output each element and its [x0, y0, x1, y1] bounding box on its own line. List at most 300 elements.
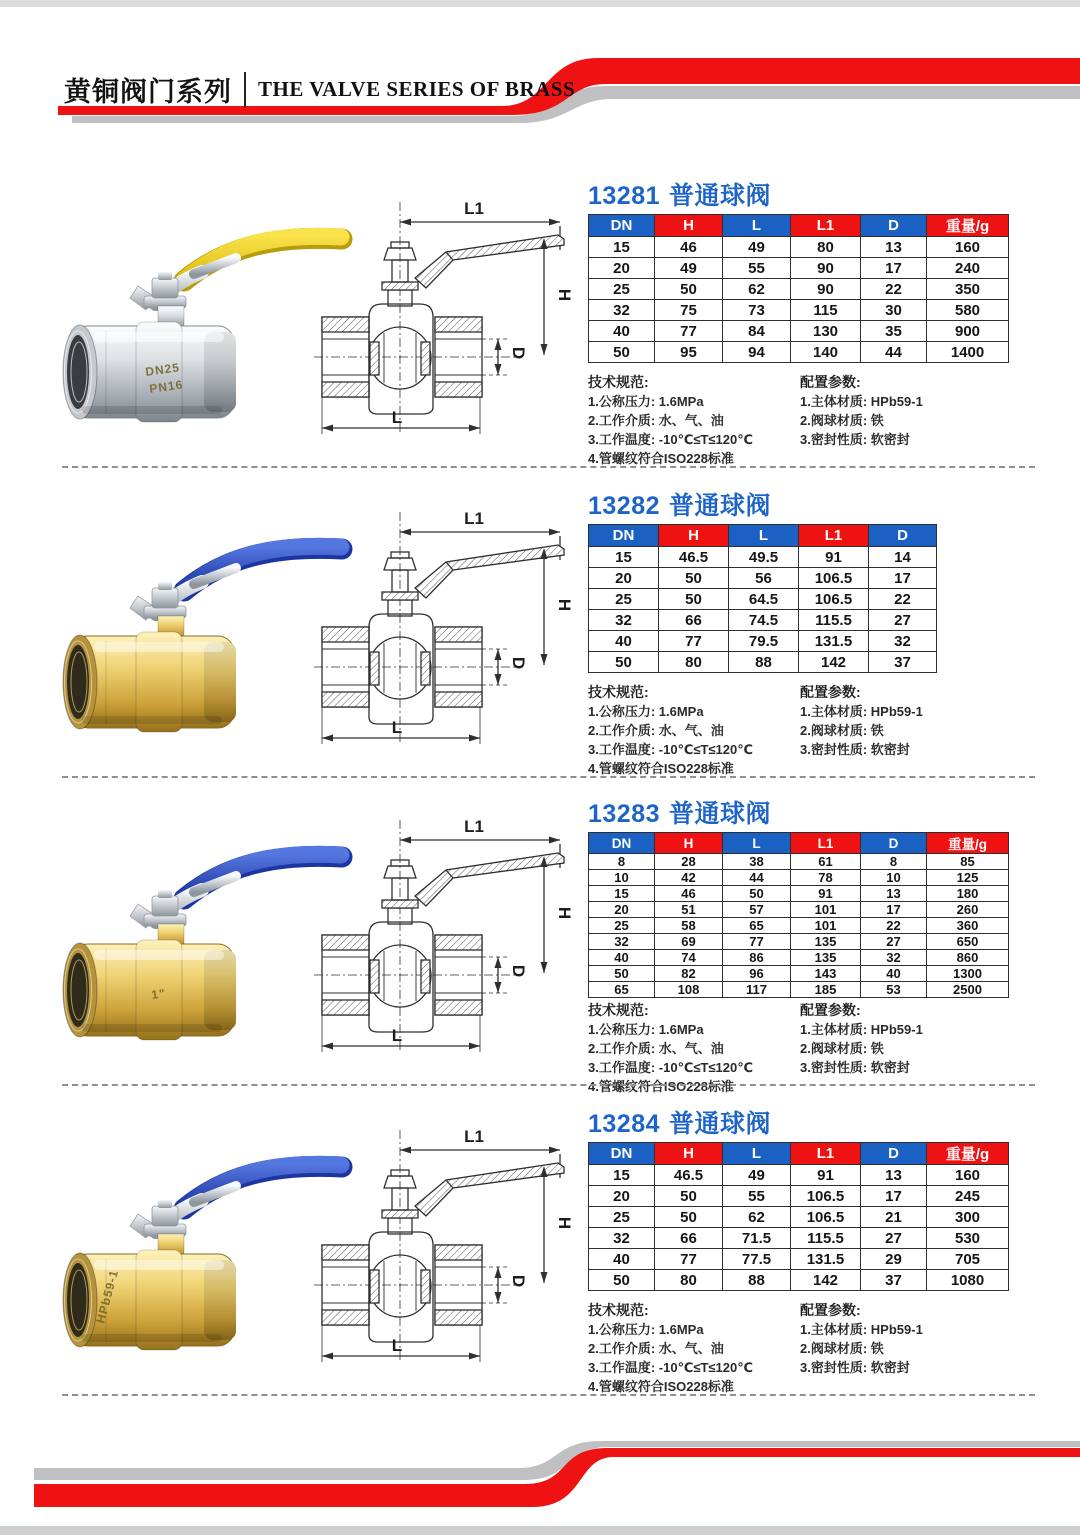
table-row: [589, 631, 937, 652]
dimension-drawing: [312, 502, 580, 747]
table-cell: 61: [791, 854, 861, 870]
table-cell: 580: [927, 300, 1009, 321]
column-header: 重量/g: [927, 1143, 1009, 1165]
spec-block: [588, 372, 1040, 468]
table-cell: 42: [655, 870, 723, 886]
dimension-drawing: [312, 1120, 580, 1365]
table-cell: 900: [927, 321, 1009, 342]
table-cell: 20: [589, 258, 655, 279]
table-cell: 77: [655, 1249, 723, 1270]
table-cell: 77: [655, 321, 723, 342]
dimension-drawing: [312, 810, 580, 1055]
table-row: [589, 1186, 1009, 1207]
table-row: [589, 934, 1009, 950]
table-cell: 13: [861, 1165, 927, 1186]
table-cell: 40: [589, 1249, 655, 1270]
table-cell: 66: [659, 610, 729, 631]
product-code: 13284: [588, 1110, 661, 1138]
table-cell: 15: [589, 237, 655, 258]
column-header: H: [655, 1143, 723, 1165]
table-cell: 32: [589, 934, 655, 950]
config-params: [800, 1300, 1012, 1396]
table-cell: 25: [589, 279, 655, 300]
table-cell: 240: [927, 258, 1009, 279]
table-cell: 32: [869, 631, 937, 652]
table-cell: 530: [927, 1228, 1009, 1249]
table-cell: 180: [927, 886, 1009, 902]
column-header: L1: [799, 525, 869, 547]
table-row: [589, 1249, 1009, 1270]
table-cell: 38: [723, 854, 791, 870]
table-cell: 106.5: [799, 568, 869, 589]
table-cell: 46.5: [659, 547, 729, 568]
table-cell: 17: [861, 902, 927, 918]
spec-item: 3.密封性质: 软密封: [800, 1360, 910, 1375]
tech-specs: [588, 682, 800, 778]
table-cell: 135: [791, 934, 861, 950]
table-cell: 75: [655, 300, 723, 321]
spec-item: 1.主体材质: HPb59-1: [800, 1022, 923, 1037]
table-header-row: [589, 1143, 1009, 1165]
column-header: DN: [589, 1143, 655, 1165]
table-cell: 90: [791, 279, 861, 300]
dimension-table-wrap: [588, 214, 1009, 363]
table-row: [589, 279, 1009, 300]
table-cell: 55: [723, 258, 791, 279]
table-cell: 46: [655, 237, 723, 258]
table-cell: 80: [655, 1270, 723, 1291]
table-row: [589, 1270, 1009, 1291]
product-name: 普通球阀: [669, 492, 772, 520]
table-cell: 65: [589, 982, 655, 998]
dashed-separator: [62, 1084, 1035, 1086]
spec-item: 3.密封性质: 软密封: [800, 432, 910, 447]
table-cell: 32: [589, 1228, 655, 1249]
table-cell: 84: [723, 321, 791, 342]
column-header: H: [659, 525, 729, 547]
table-cell: 91: [791, 886, 861, 902]
table-cell: 91: [791, 1165, 861, 1186]
table-cell: 20: [589, 568, 659, 589]
spec-block: [588, 682, 1040, 778]
table-cell: 57: [723, 902, 791, 918]
table-cell: 51: [655, 902, 723, 918]
tech-specs: [588, 372, 800, 468]
table-row: [589, 547, 937, 568]
product-name: 普通球阀: [669, 1110, 772, 1138]
table-row: [589, 886, 1009, 902]
table-cell: 88: [729, 652, 799, 673]
table-cell: 32: [861, 950, 927, 966]
table-cell: 15: [589, 886, 655, 902]
column-header: H: [655, 833, 723, 854]
table-cell: 17: [869, 568, 937, 589]
table-row: [589, 1165, 1009, 1186]
table-cell: 50: [655, 1186, 723, 1207]
table-row: [589, 589, 937, 610]
body-marking: HPb59-1: [93, 1267, 122, 1325]
page-bottom-edge: [0, 1526, 1080, 1535]
spec-item: 1.公称压力: 1.6MPa: [588, 1322, 704, 1337]
table-row: [589, 966, 1009, 982]
column-header: D: [861, 833, 927, 854]
column-header: L1: [791, 833, 861, 854]
table-cell: 115.5: [799, 610, 869, 631]
body-marking: PN16: [148, 377, 185, 396]
table-cell: 160: [927, 237, 1009, 258]
table-cell: 95: [655, 342, 723, 363]
spec-item: 2.阀球材质: 铁: [800, 1041, 884, 1056]
table-cell: 79.5: [729, 631, 799, 652]
table-cell: 49: [723, 1165, 791, 1186]
product-title: [588, 176, 771, 212]
table-cell: 35: [861, 321, 927, 342]
column-header: D: [861, 215, 927, 237]
table-cell: 66: [655, 1228, 723, 1249]
table-cell: 22: [861, 918, 927, 934]
table-cell: 1080: [927, 1270, 1009, 1291]
column-header: H: [655, 215, 723, 237]
spec-item: 1.公称压力: 1.6MPa: [588, 1022, 704, 1037]
table-cell: 88: [723, 1270, 791, 1291]
table-cell: 27: [861, 934, 927, 950]
table-cell: 50: [659, 589, 729, 610]
table-cell: 80: [659, 652, 729, 673]
table-cell: 50: [723, 886, 791, 902]
config-params-title: 配置参数:: [800, 1002, 861, 1018]
table-cell: 37: [861, 1270, 927, 1291]
table-cell: 28: [655, 854, 723, 870]
product-code: 13281: [588, 182, 661, 210]
table-cell: 73: [723, 300, 791, 321]
table-cell: 131.5: [791, 1249, 861, 1270]
table-cell: 135: [791, 950, 861, 966]
table-cell: 27: [869, 610, 937, 631]
spec-item: 2.阀球材质: 铁: [800, 723, 884, 738]
spec-item: 4.管螺纹符合ISO228标准: [588, 451, 734, 466]
table-cell: 86: [723, 950, 791, 966]
table-cell: 10: [861, 870, 927, 886]
table-cell: 50: [655, 1207, 723, 1228]
config-params: [800, 372, 1012, 468]
table-cell: 40: [589, 631, 659, 652]
body-marking: DN25: [144, 360, 181, 379]
table-header-row: [589, 525, 937, 547]
product-title: [588, 1104, 771, 1140]
spec-block: [588, 1000, 1040, 1096]
table-cell: 50: [655, 279, 723, 300]
dimension-table: [588, 832, 1009, 998]
dashed-separator: [62, 1394, 1035, 1396]
table-cell: 49: [655, 258, 723, 279]
table-cell: 55: [723, 1186, 791, 1207]
config-params: [800, 1000, 1012, 1096]
table-cell: 40: [589, 950, 655, 966]
table-cell: 106.5: [791, 1207, 861, 1228]
table-cell: 44: [861, 342, 927, 363]
table-cell: 71.5: [723, 1228, 791, 1249]
table-cell: 14: [869, 547, 937, 568]
table-cell: 125: [927, 870, 1009, 886]
table-cell: 142: [791, 1270, 861, 1291]
table-cell: 15: [589, 1165, 655, 1186]
table-cell: 650: [927, 934, 1009, 950]
config-params-title: 配置参数:: [800, 684, 861, 700]
spec-item: 1.主体材质: HPb59-1: [800, 704, 923, 719]
spec-item: 2.阀球材质: 铁: [800, 1341, 884, 1356]
spec-item: 3.工作温度: -10℃≤T≤120℃: [588, 1360, 753, 1375]
table-cell: 10: [589, 870, 655, 886]
table-cell: 32: [589, 610, 659, 631]
table-cell: 140: [791, 342, 861, 363]
table-cell: 50: [589, 1270, 655, 1291]
dashed-separator: [62, 466, 1035, 468]
table-cell: 13: [861, 886, 927, 902]
table-cell: 260: [927, 902, 1009, 918]
column-header: D: [869, 525, 937, 547]
table-cell: 62: [723, 279, 791, 300]
tech-specs-title: 技术规范:: [588, 374, 649, 390]
dimension-table-wrap: [588, 524, 937, 673]
table-cell: 117: [723, 982, 791, 998]
table-cell: 50: [659, 568, 729, 589]
product-name: 普通球阀: [669, 800, 772, 828]
table-cell: 20: [589, 902, 655, 918]
table-row: [589, 610, 937, 631]
table-cell: 101: [791, 902, 861, 918]
tech-specs-title: 技术规范:: [588, 1002, 649, 1018]
table-cell: 64.5: [729, 589, 799, 610]
table-cell: 78: [791, 870, 861, 886]
table-cell: 705: [927, 1249, 1009, 1270]
dimension-table: [588, 1142, 1009, 1291]
table-cell: 32: [589, 300, 655, 321]
table-cell: 46: [655, 886, 723, 902]
dimension-table-wrap: [588, 832, 1009, 998]
table-cell: 160: [927, 1165, 1009, 1186]
spec-item: 3.密封性质: 软密封: [800, 1060, 910, 1075]
table-cell: 50: [589, 652, 659, 673]
spec-item: 1.公称压力: 1.6MPa: [588, 394, 704, 409]
tech-specs-title: 技术规范:: [588, 1302, 649, 1318]
table-cell: 20: [589, 1186, 655, 1207]
table-cell: 130: [791, 321, 861, 342]
page-top-edge: [0, 0, 1080, 7]
table-cell: 15: [589, 547, 659, 568]
column-header: L: [723, 215, 791, 237]
table-row: [589, 258, 1009, 279]
spec-item: 3.密封性质: 软密封: [800, 742, 910, 757]
table-cell: 91: [799, 547, 869, 568]
column-header: DN: [589, 525, 659, 547]
table-row: [589, 237, 1009, 258]
spec-item: 4.管螺纹符合ISO228标准: [588, 1079, 734, 1094]
table-cell: 25: [589, 918, 655, 934]
table-cell: 94: [723, 342, 791, 363]
table-cell: 46.5: [655, 1165, 723, 1186]
table-cell: 115.5: [791, 1228, 861, 1249]
dimension-table: [588, 524, 937, 673]
product-title: [588, 794, 771, 830]
table-row: [589, 342, 1009, 363]
spec-item: 4.管螺纹符合ISO228标准: [588, 761, 734, 776]
table-row: [589, 854, 1009, 870]
spec-item: 2.阀球材质: 铁: [800, 413, 884, 428]
table-cell: 106.5: [799, 589, 869, 610]
page-header: [64, 70, 575, 109]
table-cell: 50: [589, 966, 655, 982]
config-params: [800, 682, 1012, 778]
table-cell: 108: [655, 982, 723, 998]
table-header-row: [589, 833, 1009, 854]
table-cell: 106.5: [791, 1186, 861, 1207]
table-cell: 69: [655, 934, 723, 950]
spec-item: 2.工作介质: 水、气、油: [588, 723, 724, 738]
table-row: [589, 652, 937, 673]
table-cell: 101: [791, 918, 861, 934]
series-title-english: THE VALVE SERIES OF BRASS: [258, 77, 576, 101]
spec-item: 2.工作介质: 水、气、油: [588, 413, 724, 428]
table-cell: 74.5: [729, 610, 799, 631]
product-section-13282: [0, 480, 1080, 790]
table-cell: 17: [861, 258, 927, 279]
product-section-13281: [0, 170, 1080, 480]
column-header: 重量/g: [927, 833, 1009, 854]
table-row: [589, 568, 937, 589]
table-cell: 131.5: [799, 631, 869, 652]
tech-specs: [588, 1300, 800, 1396]
table-cell: 1400: [927, 342, 1009, 363]
table-row: [589, 870, 1009, 886]
table-cell: 300: [927, 1207, 1009, 1228]
table-cell: 40: [589, 321, 655, 342]
table-cell: 77: [659, 631, 729, 652]
column-header: L: [729, 525, 799, 547]
table-cell: 56: [729, 568, 799, 589]
table-cell: 22: [861, 279, 927, 300]
table-cell: 44: [723, 870, 791, 886]
table-cell: 25: [589, 589, 659, 610]
table-cell: 185: [791, 982, 861, 998]
table-cell: 90: [791, 258, 861, 279]
product-code: 13283: [588, 800, 661, 828]
table-cell: 50: [589, 342, 655, 363]
table-row: [589, 950, 1009, 966]
spec-item: 1.主体材质: HPb59-1: [800, 1322, 923, 1337]
table-cell: 37: [869, 652, 937, 673]
footer-swoosh-graphic: [0, 1420, 1080, 1530]
table-cell: 13: [861, 237, 927, 258]
table-cell: 58: [655, 918, 723, 934]
table-cell: 143: [791, 966, 861, 982]
series-title-chinese: 黄铜阀门系列: [64, 77, 232, 107]
product-section-13284: [0, 1098, 1080, 1408]
table-cell: 17: [861, 1186, 927, 1207]
table-cell: 8: [861, 854, 927, 870]
table-cell: 77.5: [723, 1249, 791, 1270]
table-cell: 49: [723, 237, 791, 258]
table-row: [589, 321, 1009, 342]
table-cell: 74: [655, 950, 723, 966]
spec-item: 2.工作介质: 水、气、油: [588, 1041, 724, 1056]
table-cell: 8: [589, 854, 655, 870]
dimension-table-wrap: [588, 1142, 1009, 1291]
config-params-title: 配置参数:: [800, 374, 861, 390]
spec-item: 3.工作温度: -10℃≤T≤120℃: [588, 1060, 753, 1075]
table-cell: 30: [861, 300, 927, 321]
table-cell: 53: [861, 982, 927, 998]
spec-item: 2.工作介质: 水、气、油: [588, 1341, 724, 1356]
title-divider: [244, 72, 246, 108]
table-row: [589, 902, 1009, 918]
tech-specs-title: 技术规范:: [588, 684, 649, 700]
table-cell: 77: [723, 934, 791, 950]
table-cell: 2500: [927, 982, 1009, 998]
table-cell: 142: [799, 652, 869, 673]
table-row: [589, 918, 1009, 934]
table-cell: 40: [861, 966, 927, 982]
column-header: D: [861, 1143, 927, 1165]
dimension-table: [588, 214, 1009, 363]
product-title: [588, 486, 771, 522]
config-params-title: 配置参数:: [800, 1302, 861, 1318]
table-cell: 65: [723, 918, 791, 934]
spec-item: 4.管螺纹符合ISO228标准: [588, 1379, 734, 1394]
table-row: [589, 1207, 1009, 1228]
dimension-drawing: [312, 192, 580, 437]
product-section-13283: [0, 788, 1080, 1098]
tech-specs: [588, 1000, 800, 1096]
column-header: L1: [791, 1143, 861, 1165]
table-cell: 96: [723, 966, 791, 982]
table-row: [589, 300, 1009, 321]
table-cell: 350: [927, 279, 1009, 300]
column-header: 重量/g: [927, 215, 1009, 237]
product-name: 普通球阀: [669, 182, 772, 210]
table-cell: 22: [869, 589, 937, 610]
table-cell: 80: [791, 237, 861, 258]
body-marking: 1": [150, 986, 167, 1002]
column-header: DN: [589, 215, 655, 237]
table-cell: 245: [927, 1186, 1009, 1207]
spec-item: 3.工作温度: -10℃≤T≤120℃: [588, 742, 753, 757]
spec-item: 1.主体材质: HPb59-1: [800, 394, 923, 409]
table-row: [589, 982, 1009, 998]
table-cell: 85: [927, 854, 1009, 870]
table-cell: 82: [655, 966, 723, 982]
table-cell: 360: [927, 918, 1009, 934]
table-row: [589, 1228, 1009, 1249]
table-cell: 29: [861, 1249, 927, 1270]
column-header: L: [723, 1143, 791, 1165]
table-cell: 21: [861, 1207, 927, 1228]
table-cell: 25: [589, 1207, 655, 1228]
table-header-row: [589, 215, 1009, 237]
table-cell: 860: [927, 950, 1009, 966]
spec-block: [588, 1300, 1040, 1396]
column-header: L1: [791, 215, 861, 237]
product-code: 13282: [588, 492, 661, 520]
dashed-separator: [62, 776, 1035, 778]
table-cell: 1300: [927, 966, 1009, 982]
column-header: L: [723, 833, 791, 854]
column-header: DN: [589, 833, 655, 854]
spec-item: 1.公称压力: 1.6MPa: [588, 704, 704, 719]
table-cell: 115: [791, 300, 861, 321]
table-cell: 49.5: [729, 547, 799, 568]
table-cell: 62: [723, 1207, 791, 1228]
spec-item: 3.工作温度: -10℃≤T≤120℃: [588, 432, 753, 447]
